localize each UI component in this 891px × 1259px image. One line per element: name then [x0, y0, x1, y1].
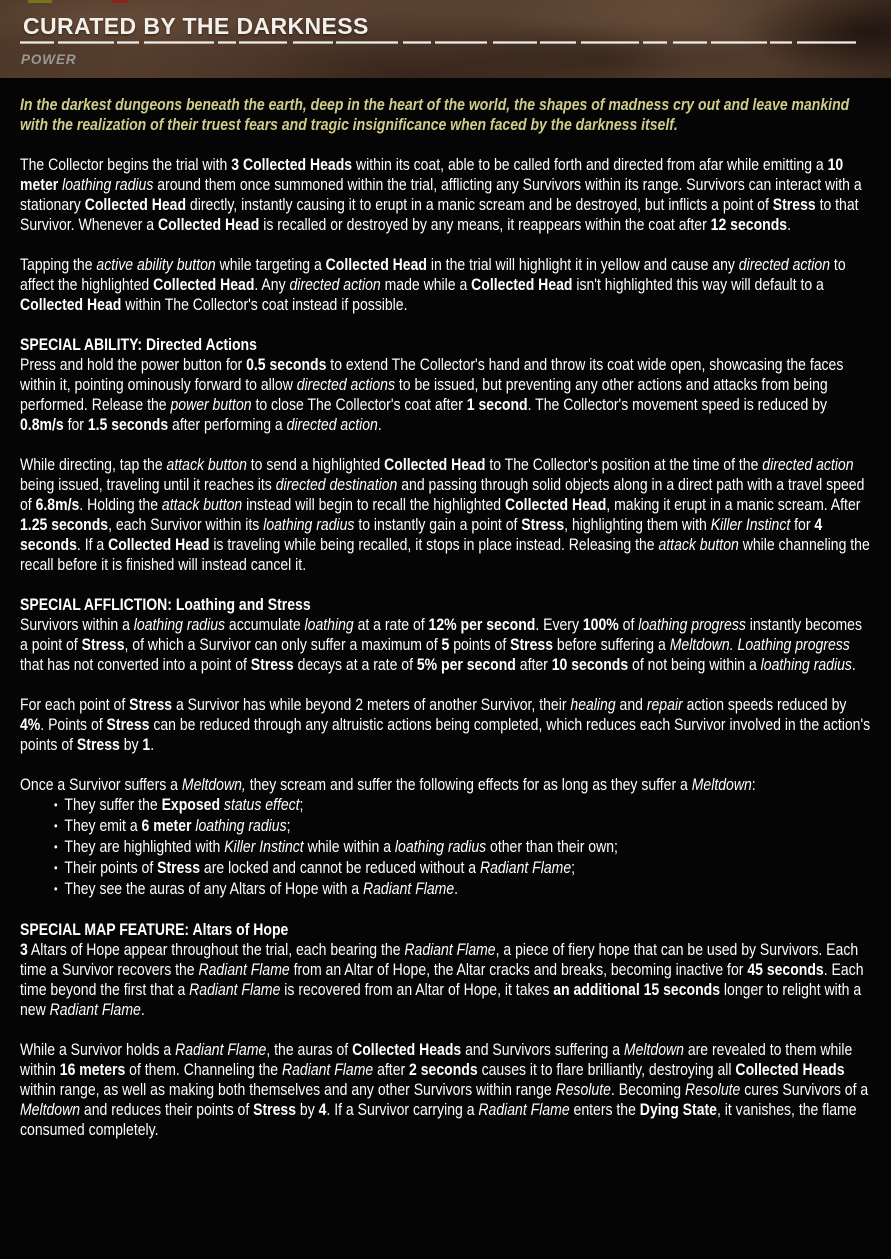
text-segment: after [373, 1061, 410, 1079]
text-segment: . [150, 736, 155, 754]
text-segment: loathing radius [62, 176, 154, 194]
text-segment: while targeting a [215, 256, 326, 274]
text-segment: 10 seconds [551, 656, 629, 674]
text-segment: loathing [304, 616, 354, 634]
text-segment: Radiant Flame [478, 1101, 570, 1119]
text-segment: Collected Heads [735, 1061, 845, 1079]
text-segment: active ability button [96, 256, 216, 274]
text-segment: Once a Survivor suffers a [20, 776, 182, 794]
text-segment: 10 meter [20, 156, 844, 194]
text-segment: instead will begin to recall the highlighted [242, 496, 505, 514]
text-segment: : [751, 776, 756, 794]
text-segment: Stress [157, 859, 201, 877]
effect-item [54, 795, 871, 816]
text-segment: Their points of [64, 859, 158, 877]
text-segment: repair [646, 696, 683, 714]
text-segment: from an Altar of Hope, the Altar cracks and breaks, becoming inactive for [289, 961, 748, 979]
text-segment: Killer Instinct [224, 838, 304, 856]
text-segment: They suffer the [64, 796, 162, 814]
text-segment: loathing progress [638, 616, 746, 634]
section-heading: SPECIAL MAP FEATURE: Altars of Hope [20, 921, 289, 939]
text-segment: while within a [303, 838, 395, 856]
text-segment: Press and hold the power button for [20, 356, 247, 374]
power-header [0, 0, 891, 78]
text-segment: loathing radius [394, 838, 487, 856]
text-segment: Stress [253, 1101, 296, 1119]
text-segment: around them once summoned within the trial, afflicting any Survivors within its range. Survivors can interact with a stationary [20, 176, 862, 214]
text-segment: 45 seconds [747, 961, 824, 979]
text-segment: . Points of [40, 716, 107, 734]
text-segment: loathing radius [263, 516, 355, 534]
text-segment: to be issued, but preventing any other actions and attacks from being performed. Release the [20, 376, 828, 414]
text-segment: Radiant Flame [189, 981, 281, 999]
text-segment: power button [170, 396, 252, 414]
text-segment: Meltdown [20, 1101, 81, 1119]
text-segment: Collected Head [384, 456, 486, 474]
power-paragraph [20, 615, 871, 675]
text-segment: Meltdown, [181, 776, 246, 794]
text-segment: They see the auras of any Altars of Hope with a [64, 880, 363, 898]
text-segment: ; [299, 796, 304, 814]
text-segment: ; [286, 817, 291, 835]
text-segment: loathing radius [760, 656, 852, 674]
text-segment: . [454, 880, 459, 898]
flavor-text [20, 95, 871, 135]
text-segment: and [615, 696, 647, 714]
text-segment: directed destination [275, 476, 398, 494]
effect-item [54, 858, 871, 879]
top-edge-artifact-red [111, 0, 129, 3]
text-segment: 2 seconds [409, 1061, 478, 1079]
text-segment: Stress [521, 516, 565, 534]
text-segment: Survivors within a [20, 616, 134, 634]
text-segment: healing [570, 696, 616, 714]
text-segment: , the auras of [266, 1041, 353, 1059]
text-segment: to The Collector's position at the time of the [485, 456, 763, 474]
text-segment: within range, as well as making both themselves and any other Survivors within range [20, 1081, 556, 1099]
text-segment: is recovered from an Altar of Hope, it takes [280, 981, 554, 999]
text-segment: before suffering a [553, 636, 670, 654]
text-segment: can be reduced through any altruistic actions being completed, which reduces each Survivor involved in the action's points of [20, 716, 871, 754]
text-segment: , each Survivor within its [108, 516, 264, 534]
text-segment: Stress [106, 716, 150, 734]
text-segment: Radiant Flame [479, 859, 572, 877]
text-segment: Radiant Flame [49, 1001, 141, 1019]
text-segment: . Holding the [79, 496, 162, 514]
text-segment: ; [571, 859, 576, 877]
text-segment: by [295, 1101, 319, 1119]
text-segment: 1.25 seconds [20, 516, 109, 534]
text-segment: Collected Head [108, 536, 210, 554]
text-segment: While a Survivor holds a [20, 1041, 176, 1059]
text-segment: other than their own; [486, 838, 618, 856]
text-segment: that has not converted into a point of [20, 656, 251, 674]
text-segment: attack button [658, 536, 739, 554]
text-segment: directed action [289, 276, 381, 294]
text-segment: , it vanishes, the flame consumed completely. [20, 1101, 857, 1139]
text-segment: Altars of Hope appear throughout the trial, each bearing the [27, 941, 405, 959]
power-description [20, 95, 871, 1140]
text-segment: are revealed to them while within [20, 1041, 853, 1079]
text-segment: 1 second [466, 396, 528, 414]
text-segment: Exposed [161, 796, 221, 814]
text-segment: Collected Head [325, 256, 427, 274]
text-segment: cures Survivors of a [740, 1081, 869, 1099]
text-segment: instantly becomes a point of [20, 616, 863, 654]
text-segment: made while a [380, 276, 472, 294]
text-segment: . Any [254, 276, 290, 294]
text-segment: for [790, 516, 815, 534]
text-segment: to instantly gain a point of [354, 516, 522, 534]
text-segment: 12 seconds [710, 216, 788, 234]
power-paragraph [20, 695, 871, 755]
text-segment: . If a [76, 536, 109, 554]
text-segment: in the trial will highlight it in yellow and cause any [426, 256, 739, 274]
effect-item [54, 816, 871, 837]
text-segment: Meltdown [623, 1041, 684, 1059]
power-paragraph [20, 455, 871, 575]
text-segment: 6.8m/s [35, 496, 80, 514]
text-segment: Radiant Flame [198, 961, 290, 979]
text-segment: directed action [738, 256, 831, 274]
text-segment: and reduces their points of [80, 1101, 254, 1119]
text-segment: . Every [535, 616, 583, 634]
text-segment: directed actions [296, 376, 395, 394]
text-segment: they scream and suffer the following effects for as long as they suffer a [245, 776, 692, 794]
text-segment: For each point of [20, 696, 130, 714]
text-segment: points of [449, 636, 511, 654]
text-segment: Collected Head [20, 296, 122, 314]
power-title: CURATED BY THE DARKNESS [23, 13, 369, 39]
text-segment: an additional 15 seconds [553, 981, 721, 999]
text-segment: directed action [762, 456, 854, 474]
text-segment: 1 [142, 736, 151, 754]
text-segment: and Survivors suffering a [461, 1041, 624, 1059]
text-segment: , a piece of fiery hope that can be used by Survivors. Each time a Survivor recovers the [20, 941, 859, 979]
effects-list [20, 795, 871, 900]
text-segment: 0.5 seconds [246, 356, 327, 374]
text-segment: are locked and cannot be reduced without a [200, 859, 480, 877]
text-segment: Stress [129, 696, 173, 714]
text-segment: . [377, 416, 382, 434]
text-segment: Meltdown [691, 776, 752, 794]
text-segment: Radiant Flame [404, 941, 496, 959]
text-segment: to close The Collector's coat after [251, 396, 467, 414]
text-segment: 4 [318, 1101, 327, 1119]
power-paragraph [20, 940, 871, 1020]
text-segment: of them. Channeling the [125, 1061, 282, 1079]
text-segment: decays at a rate of [293, 656, 417, 674]
text-segment: Resolute [684, 1081, 741, 1099]
text-segment: , making it erupt in a manic scream. After [606, 496, 861, 514]
text-segment: Stress [81, 636, 125, 654]
text-segment: , highlighting them with [564, 516, 711, 534]
text-segment: . Becoming [610, 1081, 685, 1099]
text-segment: Tapping the [20, 256, 97, 274]
text-segment: Collected Head [84, 196, 187, 214]
text-segment: 16 meters [59, 1061, 126, 1079]
text-segment: attack button [161, 496, 243, 514]
text-segment: They emit a [64, 817, 142, 835]
text-segment: Meltdown. Loathing progress [669, 636, 850, 654]
text-segment: Dying State [639, 1101, 717, 1119]
effect-item [54, 879, 871, 900]
text-segment: 4 seconds [20, 516, 823, 554]
text-segment: Radiant Flame [281, 1061, 374, 1079]
power-body [0, 78, 891, 1140]
text-segment: 5 [441, 636, 450, 654]
text-segment: Radiant Flame [175, 1041, 267, 1059]
section-heading: SPECIAL ABILITY: Directed Actions [20, 336, 257, 354]
text-segment: . [140, 1001, 145, 1019]
text-segment: Collected Head [471, 276, 573, 294]
text-segment: to send a highlighted [246, 456, 385, 474]
text-segment: Stress [76, 736, 120, 754]
text-segment: . Each time beyond the first that a [20, 961, 864, 999]
text-segment: of not being within a [628, 656, 761, 674]
text-segment: loathing radius [133, 616, 226, 634]
text-segment: within its coat, able to be called forth and directed from afar while emitting a [352, 156, 828, 174]
text-segment: Stress [250, 656, 294, 674]
text-segment: within The Collector's coat instead if possible. [121, 296, 408, 314]
title-underline-rule [20, 41, 856, 44]
text-segment: is recalled or destroyed by any means, it reappears within the coat after [259, 216, 711, 234]
section-heading: SPECIAL AFFLICTION: Loathing and Stress [20, 596, 311, 614]
text-segment: enters the [569, 1101, 640, 1119]
text-segment: action speeds reduced by [682, 696, 847, 714]
text-segment: longer to relight with a new [20, 981, 862, 1019]
text-segment: accumulate [225, 616, 305, 634]
text-segment: of [618, 616, 639, 634]
power-paragraph [20, 255, 871, 315]
text-segment: 12% per second [428, 616, 536, 634]
power-category-label: POWER [21, 52, 77, 67]
text-segment: . If a Survivor carrying a [326, 1101, 479, 1119]
top-edge-artifact-olive [28, 0, 52, 3]
text-segment: while channeling the recall before it is finished will instead cancel it. [20, 536, 870, 574]
text-segment: directly, instantly causing it to erupt in a manic scream and be destroyed, but inflicts a point of [186, 196, 773, 214]
text-segment: Radiant Flame [362, 880, 455, 898]
text-segment: They are highlighted with [64, 838, 225, 856]
text-segment: at a rate of [353, 616, 429, 634]
text-segment: Resolute [555, 1081, 611, 1099]
text-segment: Collected Head [504, 496, 607, 514]
text-segment: , of which a Survivor can only suffer a maximum of [124, 636, 442, 654]
text-segment: 1.5 seconds [87, 416, 169, 434]
text-segment: 5% per second [416, 656, 516, 674]
text-segment: Collected Head [153, 276, 255, 294]
text-segment: being issued, traveling until it reaches its [20, 476, 276, 494]
text-segment: 3 [20, 941, 28, 959]
text-segment: by [119, 736, 143, 754]
text-segment: Collected Heads [352, 1041, 462, 1059]
text-segment: Killer Instinct [710, 516, 791, 534]
text-segment: 4% [20, 716, 41, 734]
text-segment: and passing through solid objects along in a direct path with a travel speed of [20, 476, 865, 514]
text-segment: 6 meter [141, 817, 192, 835]
text-segment: . [787, 216, 791, 234]
power-paragraph [20, 1040, 871, 1140]
text-segment: causes it to flare brilliantly, destroying all [477, 1061, 736, 1079]
text-segment: In the darkest dungeons beneath the earth, deep in the heart of the world, the shapes of madness cry out and leave mankind with the realization of their truest fears and tragic insignificance when faced by the darkness itself. [20, 96, 850, 134]
text-segment: 100% [582, 616, 619, 634]
text-segment: 0.8m/s [20, 416, 64, 434]
effect-item [54, 837, 871, 858]
text-segment: The Collector begins the trial with [20, 156, 232, 174]
text-segment: a Survivor has while beyond 2 meters of another Survivor, their [172, 696, 571, 714]
text-segment: isn't highlighted this way will default to a [572, 276, 824, 294]
text-segment: directed action [286, 416, 378, 434]
text-segment: after performing a [168, 416, 287, 434]
text-segment: to extend The Collector's hand and throw its coat wide open, showcasing the faces within it, pointing ominously forward to allow [20, 356, 844, 394]
text-segment: . The Collector's movement speed is reduced by [527, 396, 828, 414]
power-paragraph [20, 355, 871, 435]
text-segment: loathing radius [195, 817, 287, 835]
text-segment: after [515, 656, 552, 674]
power-paragraph [20, 155, 871, 235]
power-paragraph [20, 775, 871, 795]
text-segment: Collected Head [157, 216, 260, 234]
text-segment: for [63, 416, 88, 434]
text-segment: status effect [223, 796, 300, 814]
text-segment: is traveling while being recalled, it stops in place instead. Releasing the [209, 536, 659, 554]
text-segment: attack button [166, 456, 247, 474]
text-segment: . [851, 656, 856, 674]
text-segment: Stress [772, 196, 816, 214]
text-segment: to that Survivor. Whenever a [20, 196, 859, 234]
text-segment: to affect the highlighted [20, 256, 846, 294]
text-segment: 3 Collected Heads [231, 156, 353, 174]
text-segment: While directing, tap the [20, 456, 167, 474]
text-segment: Stress [510, 636, 554, 654]
